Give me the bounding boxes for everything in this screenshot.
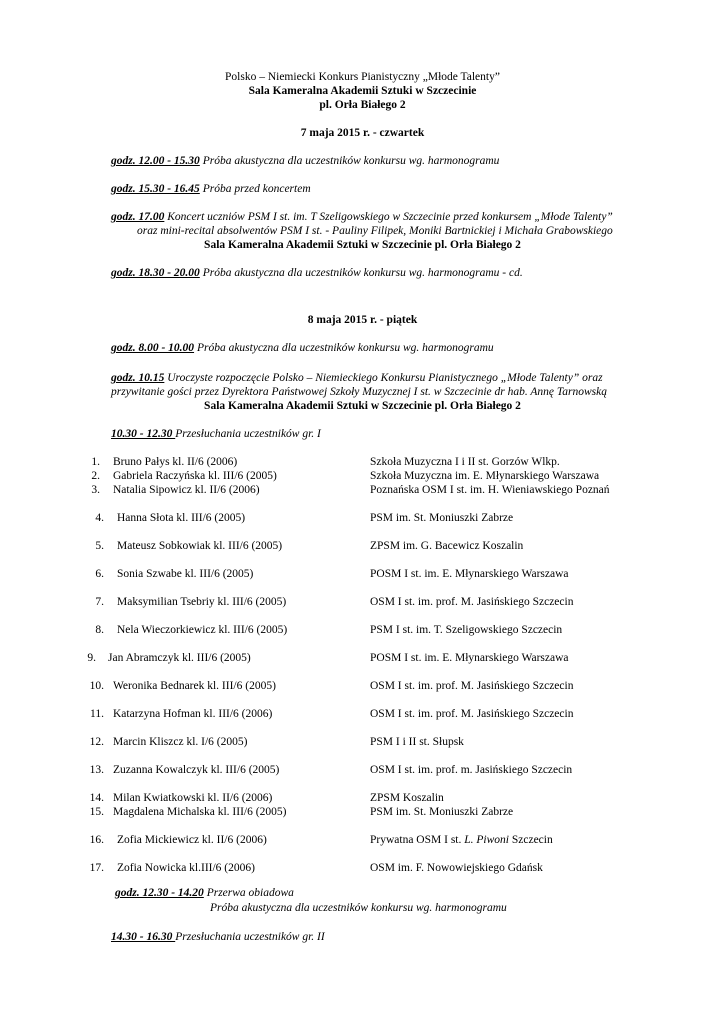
- participant-school: OSM I st. im. prof. M. Jasińskiego Szczecin: [370, 596, 574, 608]
- participant-name: Bruno Pałys kl. II/6 (2006): [113, 456, 238, 468]
- participant-school: ZPSM im. G. Bacewicz Koszalin: [370, 540, 524, 552]
- participant-number: 12.: [89, 736, 104, 748]
- day1-title: 7 maja 2015 r. - czwartek: [300, 127, 425, 139]
- participant-name: Magdalena Michalska kl. III/6 (2005): [113, 806, 287, 818]
- participant-number: 9.: [87, 652, 96, 664]
- participant-name: Sonia Szwabe kl. III/6 (2005): [117, 568, 254, 580]
- participant-name: Zuzanna Kowalczyk kl. III/6 (2005): [113, 764, 280, 776]
- participant-name: Katarzyna Hofman kl. III/6 (2006): [113, 708, 273, 720]
- day1-event-4: godz. 18.30 - 20.00 Próba akustyczna dla uczestników konkursu wg. harmonogramu - cd.: [111, 267, 523, 279]
- participant-name: Hanna Słota kl. III/6 (2005): [117, 512, 246, 524]
- participant-name: Natalia Sipowicz kl. II/6 (2006): [113, 484, 260, 496]
- participant-school: OSM I st. im. prof. M. Jasińskiego Szczecin: [370, 680, 574, 692]
- break-time: godz. 12.30 - 14.20: [115, 887, 204, 899]
- day2-event-2-line2: przywitanie gości przez Dyrektora Państwowej Szkoły Muzycznej I st. w Szczecinie dr hab. Annę Tarnowską: [111, 386, 607, 398]
- participant-name: Maksymilian Tsebriy kl. III/6 (2005): [117, 596, 287, 608]
- participant-number: 2.: [91, 470, 100, 482]
- participant-school: PSM im. St. Moniuszki Zabrze: [370, 512, 514, 524]
- participant-number: 11.: [90, 708, 104, 720]
- participant-name: Nela Wieczorkiewicz kl. III/6 (2005): [117, 624, 288, 636]
- event-time: godz. 10.15: [111, 372, 165, 384]
- header-address: pl. Orła Białego 2: [319, 99, 406, 111]
- participant-school: PSM I st. im. T. Szeligowskiego Szczecin: [370, 624, 563, 636]
- day2-title: 8 maja 2015 r. - piątek: [307, 314, 418, 326]
- event-time: godz. 8.00 - 10.00: [111, 342, 195, 354]
- participant-name: Jan Abramczyk kl. III/6 (2005): [108, 652, 251, 664]
- participant-name: Marcin Kliszcz kl. I/6 (2005): [113, 736, 248, 748]
- participant-number: 4.: [95, 512, 104, 524]
- day1-event-2: godz. 15.30 - 16.45 Próba przed koncertem: [111, 183, 311, 195]
- participant-number: 3.: [91, 484, 100, 496]
- participant-school: ZPSM Koszalin: [370, 792, 444, 804]
- participant-school: Szkoła Muzyczna im. E. Młynarskiego Warszawa: [370, 470, 600, 482]
- participant-name: Milan Kwiatkowski kl. II/6 (2006): [113, 792, 273, 804]
- participant-school: PSM I i II st. Słupsk: [370, 736, 464, 748]
- day1-event-3: godz. 17.00 Koncert uczniów PSM I st. im. T Szeligowskiego w Szczecinie przed konkursem „Młode Talenty”: [111, 211, 613, 223]
- break-line: godz. 12.30 - 14.20 Przerwa obiadowa: [115, 887, 294, 899]
- group-time: 10.30 - 12.30: [111, 428, 176, 440]
- participant-number: 15.: [89, 806, 104, 818]
- participant-school: Prywatna OSM I st. L. Piwoni Szczecin: [370, 834, 553, 846]
- participant-number: 1.: [91, 456, 100, 468]
- participant-number: 13.: [89, 764, 104, 776]
- participant-school: Szkoła Muzyczna I i II st. Gorzów Wlkp.: [370, 456, 560, 468]
- participant-school: OSM I st. im. prof. M. Jasińskiego Szczecin: [370, 708, 574, 720]
- participant-name: Zofia Mickiewicz kl. II/6 (2006): [117, 834, 267, 846]
- event-time: godz. 15.30 - 16.45: [111, 183, 200, 195]
- day2-event-2: godz. 10.15 Uroczyste rozpoczęcie Polsko – Niemieckiego Konkursu Pianistycznego „Młode Talenty” oraz: [111, 372, 603, 384]
- participant-number: 14.: [89, 792, 104, 804]
- participant-school: PSM im. St. Moniuszki Zabrze: [370, 806, 514, 818]
- participant-number: 8.: [95, 624, 104, 636]
- group-time: 14.30 - 16.30: [111, 931, 176, 943]
- participant-school: OSM I st. im. prof. m. Jasińskiego Szczecin: [370, 764, 573, 776]
- participant-name: Zofia Nowicka kl.III/6 (2006): [117, 862, 255, 874]
- header-venue: Sala Kameralna Akademii Sztuki w Szczecinie: [248, 85, 477, 97]
- participant-number: 16.: [89, 834, 104, 846]
- event-time: godz. 12.00 - 15.30: [111, 155, 200, 167]
- participant-name: Gabriela Raczyńska kl. III/6 (2005): [113, 470, 277, 482]
- day1-event-1: godz. 12.00 - 15.30 Próba akustyczna dla uczestników konkursu wg. harmonogramu: [111, 155, 500, 167]
- day2-event-1: godz. 8.00 - 10.00 Próba akustyczna dla uczestników konkursu wg. harmonogramu: [111, 342, 494, 354]
- break-line-2: Próba akustyczna dla uczestników konkursu wg. harmonogramu: [210, 902, 507, 914]
- group2-heading: 14.30 - 16.30 Przesłuchania uczestników gr. II: [111, 931, 325, 943]
- participant-name: Weronika Bednarek kl. III/6 (2005): [113, 680, 276, 692]
- participant-name: Mateusz Sobkowiak kl. III/6 (2005): [117, 540, 283, 552]
- day2-event-2-venue: Sala Kameralna Akademii Sztuki w Szczecinie pl. Orła Białego 2: [204, 400, 521, 412]
- event-time: godz. 17.00: [111, 211, 165, 223]
- participant-school: Poznańska OSM I st. im. H. Wieniawskiego Poznań: [370, 484, 610, 496]
- participant-number: 10.: [89, 680, 104, 692]
- participant-number: 6.: [95, 568, 104, 580]
- participant-number: 7.: [95, 596, 104, 608]
- participant-number: 5.: [95, 540, 104, 552]
- participant-number: 17.: [89, 862, 104, 874]
- participant-school: POSM I st. im. E. Młynarskiego Warszawa: [370, 568, 569, 580]
- group1-heading: 10.30 - 12.30 Przesłuchania uczestników gr. I: [111, 428, 321, 440]
- header-title: Polsko – Niemiecki Konkurs Pianistyczny „Młode Talenty”: [225, 71, 500, 83]
- participant-school: OSM im. F. Nowowiejskiego Gdańsk: [370, 862, 543, 874]
- event-time: godz. 18.30 - 20.00: [111, 267, 200, 279]
- participant-school: POSM I st. im. E. Młynarskiego Warszawa: [370, 652, 569, 664]
- day1-event-3-venue: Sala Kameralna Akademii Sztuki w Szczecinie pl. Orła Białego 2: [204, 239, 521, 251]
- day1-event-3-line2: oraz mini-recital absolwentów PSM I st. - Pauliny Filipek, Moniki Bartnickiej i Michała Grabowskiego: [137, 225, 613, 237]
